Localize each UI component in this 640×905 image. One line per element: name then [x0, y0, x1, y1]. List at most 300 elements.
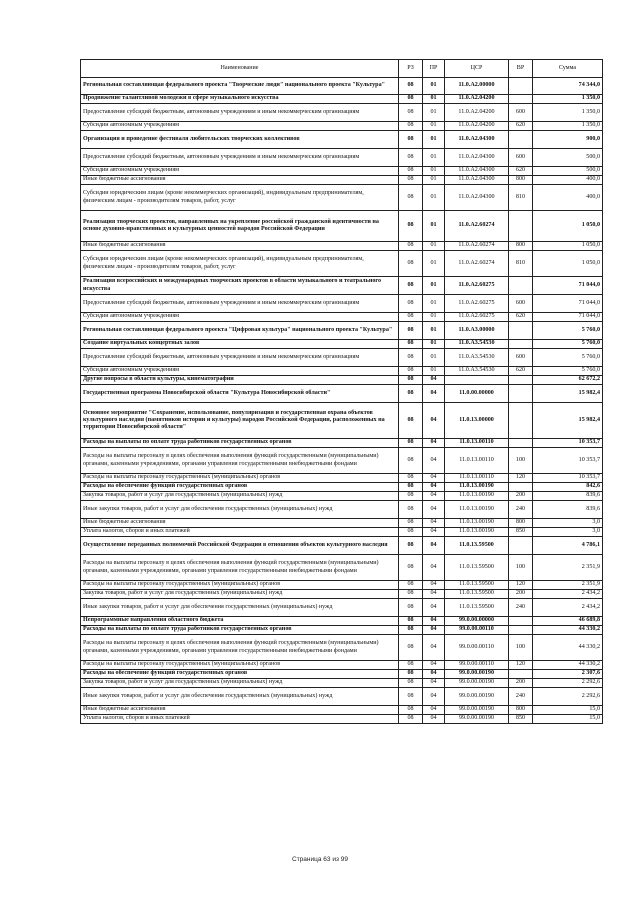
table-row — [81, 492, 603, 501]
cell-sum: 15 982,4 — [533, 403, 603, 439]
cell-pr: 01 — [423, 242, 445, 251]
cell-pr: 04 — [423, 439, 445, 448]
cell-csr: 11.0.13.59500 — [445, 555, 509, 581]
cell-csr: 11.0.A2.00000 — [445, 78, 509, 95]
cell-name: Субсидии юридическим лицам (кроме некоммерческих организаций), индивидуальным предпринимателям, физическим лицам - производителям товаров, работ, услуг — [81, 251, 399, 277]
cell-csr: 11.0.13.00110 — [445, 474, 509, 483]
table-row — [81, 349, 603, 367]
cell-csr: 11.0.A2.60275 — [445, 313, 509, 322]
cell-vr: 850 — [509, 528, 533, 537]
cell-csr — [445, 376, 509, 385]
cell-csr: 11.0.A2.04300 — [445, 131, 509, 149]
table-row — [81, 367, 603, 376]
cell-rz: 08 — [399, 349, 423, 367]
cell-pr: 04 — [423, 474, 445, 483]
cell-rz: 08 — [399, 679, 423, 688]
cell-name: Расходы на выплаты по оплате труда работников государственных органов — [81, 626, 399, 635]
table-row — [81, 590, 603, 599]
cell-csr: 99.0.00.00190 — [445, 679, 509, 688]
cell-sum: 2 292,6 — [533, 679, 603, 688]
cell-sum: 1 350,0 — [533, 104, 603, 122]
table-row — [81, 176, 603, 185]
cell-sum: 3,0 — [533, 519, 603, 528]
cell-sum: 10 353,7 — [533, 439, 603, 448]
table-row — [81, 519, 603, 528]
cell-pr: 01 — [423, 78, 445, 95]
cell-vr: 200 — [509, 492, 533, 501]
budget-table-sheet — [80, 59, 602, 724]
cell-rz: 08 — [399, 528, 423, 537]
cell-csr: 99.0.00.00190 — [445, 670, 509, 679]
table-row — [81, 617, 603, 626]
cell-rz: 08 — [399, 149, 423, 167]
cell-vr: 100 — [509, 555, 533, 581]
cell-csr: 11.0.13.00000 — [445, 403, 509, 439]
cell-pr: 04 — [423, 376, 445, 385]
cell-csr: 11.0.A2.60275 — [445, 277, 509, 295]
cell-pr: 04 — [423, 537, 445, 555]
cell-vr: 120 — [509, 581, 533, 590]
cell-sum: 500,0 — [533, 149, 603, 167]
cell-vr: 800 — [509, 242, 533, 251]
cell-vr — [509, 483, 533, 492]
cell-name: Иные закупки товаров, работ и услуг для обеспечения государственных (муниципальных) нужд — [81, 688, 399, 706]
cell-rz: 08 — [399, 661, 423, 670]
cell-vr: 240 — [509, 501, 533, 519]
cell-rz: 08 — [399, 501, 423, 519]
table-row — [81, 528, 603, 537]
cell-name: Иные закупки товаров, работ и услуг для обеспечения государственных (муниципальных) нужд — [81, 501, 399, 519]
header-csr: ЦСР — [445, 60, 509, 78]
cell-vr: 620 — [509, 167, 533, 176]
cell-name: Субсидии автономным учреждениям — [81, 313, 399, 322]
cell-vr: 810 — [509, 251, 533, 277]
cell-pr: 01 — [423, 149, 445, 167]
cell-sum: 839,6 — [533, 501, 603, 519]
cell-sum: 5 760,0 — [533, 322, 603, 340]
cell-vr — [509, 537, 533, 555]
cell-csr: 11.0.A3.00000 — [445, 322, 509, 340]
cell-csr: 11.0.A2.60274 — [445, 251, 509, 277]
cell-name: Непрограммные направления областного бюджета — [81, 617, 399, 626]
cell-rz: 08 — [399, 242, 423, 251]
cell-sum: 74 344,0 — [533, 78, 603, 95]
cell-name: Расходы на выплаты персоналу в целях обеспечения выполнения функций государственными (муниципальными) органами, казенными учреждениями, органами управления государственными внебюджетными фондами — [81, 555, 399, 581]
cell-csr: 11.0.A2.04300 — [445, 176, 509, 185]
cell-sum: 1 050,0 — [533, 211, 603, 242]
cell-sum: 900,0 — [533, 131, 603, 149]
cell-vr: 200 — [509, 679, 533, 688]
cell-pr: 01 — [423, 176, 445, 185]
cell-name: Иные бюджетные ассигнования — [81, 242, 399, 251]
table-row — [81, 555, 603, 581]
cell-vr: 600 — [509, 149, 533, 167]
table-row — [81, 242, 603, 251]
cell-name: Иные бюджетные ассигнования — [81, 176, 399, 185]
table-row — [81, 167, 603, 176]
table-header-row — [81, 60, 603, 78]
cell-sum: 44 330,2 — [533, 635, 603, 661]
cell-csr: 11.0.A2.60275 — [445, 295, 509, 313]
cell-pr: 04 — [423, 626, 445, 635]
cell-csr: 99.0.00.00110 — [445, 635, 509, 661]
page-number: Страница 63 из 99 — [292, 856, 348, 863]
cell-name: Закупка товаров, работ и услуг для государственных (муниципальных) нужд — [81, 679, 399, 688]
table-row — [81, 483, 603, 492]
cell-name: Субсидии юридическим лицам (кроме некоммерческих организаций), индивидуальным предпринимателям, физическим лицам - производителям товаров, работ, услуг — [81, 185, 399, 211]
cell-rz: 08 — [399, 176, 423, 185]
cell-csr: 11.0.13.00190 — [445, 483, 509, 492]
cell-sum: 10 353,7 — [533, 448, 603, 474]
cell-pr: 01 — [423, 313, 445, 322]
cell-rz: 08 — [399, 626, 423, 635]
cell-pr: 04 — [423, 688, 445, 706]
table-row — [81, 211, 603, 242]
cell-vr — [509, 403, 533, 439]
cell-pr: 01 — [423, 167, 445, 176]
cell-name: Субсидии автономным учреждениям — [81, 167, 399, 176]
cell-vr: 620 — [509, 367, 533, 376]
table-row — [81, 313, 603, 322]
cell-csr: 11.0.13.00110 — [445, 439, 509, 448]
table-row — [81, 635, 603, 661]
cell-name: Предоставление субсидий бюджетным, автономным учреждениям и иным некоммерческим организациям — [81, 349, 399, 367]
cell-rz: 08 — [399, 340, 423, 349]
cell-sum: 5 760,0 — [533, 367, 603, 376]
cell-sum: 400,0 — [533, 185, 603, 211]
table-row — [81, 474, 603, 483]
cell-pr: 04 — [423, 617, 445, 626]
cell-vr — [509, 376, 533, 385]
cell-vr: 850 — [509, 715, 533, 724]
cell-rz: 08 — [399, 385, 423, 403]
cell-pr: 04 — [423, 581, 445, 590]
cell-rz: 08 — [399, 211, 423, 242]
cell-sum: 4 786,1 — [533, 537, 603, 555]
cell-csr: 11.0.A2.04300 — [445, 149, 509, 167]
cell-name: Государственная программа Новосибирской области "Культура Новосибирской области" — [81, 385, 399, 403]
cell-vr — [509, 385, 533, 403]
table-row — [81, 581, 603, 590]
cell-sum: 5 760,0 — [533, 340, 603, 349]
cell-csr: 99.0.00.00110 — [445, 626, 509, 635]
table-row — [81, 599, 603, 617]
table-row — [81, 688, 603, 706]
cell-sum: 2 434,2 — [533, 599, 603, 617]
cell-vr — [509, 131, 533, 149]
table-row — [81, 95, 603, 104]
cell-sum: 46 689,8 — [533, 617, 603, 626]
cell-rz: 08 — [399, 295, 423, 313]
cell-pr: 04 — [423, 492, 445, 501]
cell-name: Иные бюджетные ассигнования — [81, 706, 399, 715]
cell-name: Закупка товаров, работ и услуг для государственных (муниципальных) нужд — [81, 590, 399, 599]
cell-sum: 1 050,0 — [533, 242, 603, 251]
cell-csr: 99.0.00.00190 — [445, 688, 509, 706]
cell-sum: 1 350,0 — [533, 122, 603, 131]
cell-vr: 240 — [509, 688, 533, 706]
cell-name: Расходы на выплаты персоналу государственных (муниципальных) органов — [81, 661, 399, 670]
cell-vr — [509, 78, 533, 95]
cell-name: Уплата налогов, сборов и иных платежей — [81, 528, 399, 537]
cell-pr: 04 — [423, 706, 445, 715]
cell-rz: 08 — [399, 313, 423, 322]
cell-vr: 620 — [509, 122, 533, 131]
table-row — [81, 376, 603, 385]
cell-rz: 08 — [399, 439, 423, 448]
cell-sum: 842,6 — [533, 483, 603, 492]
cell-rz: 08 — [399, 688, 423, 706]
cell-pr: 04 — [423, 661, 445, 670]
cell-rz: 08 — [399, 95, 423, 104]
cell-sum: 44 330,2 — [533, 661, 603, 670]
cell-rz: 08 — [399, 167, 423, 176]
cell-vr — [509, 617, 533, 626]
cell-pr: 01 — [423, 251, 445, 277]
cell-sum: 1 050,0 — [533, 251, 603, 277]
cell-csr: 11.0.A2.60274 — [445, 211, 509, 242]
cell-name: Организация и проведение фестиваля любительских творческих коллективов — [81, 131, 399, 149]
cell-rz: 08 — [399, 78, 423, 95]
cell-rz: 08 — [399, 403, 423, 439]
cell-pr: 04 — [423, 599, 445, 617]
table-body — [81, 78, 603, 724]
table-row — [81, 679, 603, 688]
cell-pr: 01 — [423, 367, 445, 376]
table-row — [81, 122, 603, 131]
cell-name: Расходы на выплаты персоналу в целях обеспечения выполнения функций государственными (муниципальными) органами, казенными учреждениями, органами управления государственными внебюджетными фондами — [81, 448, 399, 474]
cell-name: Предоставление субсидий бюджетным, автономным учреждениям и иным некоммерческим организациям — [81, 149, 399, 167]
cell-vr — [509, 626, 533, 635]
table-row — [81, 715, 603, 724]
cell-name: Иные бюджетные ассигнования — [81, 519, 399, 528]
cell-name: Другие вопросы в области культуры, кинематографии — [81, 376, 399, 385]
cell-rz: 08 — [399, 599, 423, 617]
cell-sum: 3,0 — [533, 528, 603, 537]
cell-vr: 800 — [509, 519, 533, 528]
cell-vr — [509, 439, 533, 448]
table-row — [81, 537, 603, 555]
cell-pr: 01 — [423, 322, 445, 340]
cell-csr: 11.0.13.00190 — [445, 519, 509, 528]
cell-pr: 04 — [423, 385, 445, 403]
cell-name: Субсидии автономным учреждениям — [81, 122, 399, 131]
cell-sum: 2 307,6 — [533, 670, 603, 679]
cell-rz: 08 — [399, 670, 423, 679]
cell-pr: 01 — [423, 295, 445, 313]
cell-sum: 62 672,2 — [533, 376, 603, 385]
table-row — [81, 322, 603, 340]
cell-rz: 08 — [399, 251, 423, 277]
cell-pr: 01 — [423, 104, 445, 122]
cell-sum: 10 353,7 — [533, 474, 603, 483]
cell-sum: 500,0 — [533, 167, 603, 176]
cell-pr: 01 — [423, 277, 445, 295]
cell-name: Уплата налогов, сборов и иных платежей — [81, 715, 399, 724]
cell-vr: 810 — [509, 185, 533, 211]
cell-vr: 800 — [509, 176, 533, 185]
cell-name: Расходы на выплаты персоналу государственных (муниципальных) органов — [81, 474, 399, 483]
cell-rz: 08 — [399, 706, 423, 715]
cell-name: Реализация всероссийских и международных творческих проектов в области музыкального и театрального искусства — [81, 277, 399, 295]
cell-csr: 11.0.A2.60274 — [445, 242, 509, 251]
cell-sum: 15,0 — [533, 706, 603, 715]
cell-rz: 08 — [399, 131, 423, 149]
table-row — [81, 295, 603, 313]
cell-vr: 200 — [509, 590, 533, 599]
table-row — [81, 439, 603, 448]
header-sum: Сумма — [533, 60, 603, 78]
cell-name: Предоставление субсидий бюджетным, автономным учреждениям и иным некоммерческим организациям — [81, 104, 399, 122]
cell-rz: 08 — [399, 492, 423, 501]
cell-pr: 01 — [423, 131, 445, 149]
cell-rz: 08 — [399, 122, 423, 131]
cell-rz: 08 — [399, 483, 423, 492]
table-row — [81, 131, 603, 149]
cell-csr: 11.0.00.00000 — [445, 385, 509, 403]
cell-sum: 71 044,0 — [533, 313, 603, 322]
table-row — [81, 78, 603, 95]
budget-table — [80, 59, 603, 724]
cell-sum: 5 760,0 — [533, 349, 603, 367]
cell-csr: 11.0.13.00190 — [445, 528, 509, 537]
cell-vr: 120 — [509, 661, 533, 670]
cell-rz: 08 — [399, 715, 423, 724]
cell-rz: 08 — [399, 537, 423, 555]
cell-pr: 04 — [423, 555, 445, 581]
cell-vr — [509, 670, 533, 679]
cell-name: Расходы на выплаты персоналу государственных (муниципальных) органов — [81, 581, 399, 590]
cell-pr: 01 — [423, 95, 445, 104]
cell-csr: 11.0.A2.04300 — [445, 167, 509, 176]
cell-sum: 15 982,4 — [533, 385, 603, 403]
cell-pr: 01 — [423, 349, 445, 367]
cell-csr: 99.0.00.00110 — [445, 661, 509, 670]
cell-pr: 04 — [423, 519, 445, 528]
cell-name: Расходы на выплаты по оплате труда работников государственных органов — [81, 439, 399, 448]
cell-name: Осуществление переданных полномочий Российской Федерации в отношении объектов культурного наследия — [81, 537, 399, 555]
header-pr: ПР — [423, 60, 445, 78]
cell-vr: 600 — [509, 295, 533, 313]
cell-csr: 11.0.A2.04200 — [445, 95, 509, 104]
cell-csr: 99.0.00.00000 — [445, 617, 509, 626]
table-row — [81, 626, 603, 635]
cell-pr: 04 — [423, 403, 445, 439]
cell-vr: 600 — [509, 349, 533, 367]
table-row — [81, 706, 603, 715]
table-row — [81, 149, 603, 167]
cell-csr: 11.0.13.59500 — [445, 581, 509, 590]
cell-rz: 08 — [399, 104, 423, 122]
cell-name: Закупка товаров, работ и услуг для государственных (муниципальных) нужд — [81, 492, 399, 501]
table-row — [81, 277, 603, 295]
cell-rz: 08 — [399, 448, 423, 474]
cell-pr: 01 — [423, 211, 445, 242]
cell-csr: 99.0.00.00190 — [445, 715, 509, 724]
cell-vr: 600 — [509, 104, 533, 122]
cell-csr: 11.0.A2.04200 — [445, 104, 509, 122]
cell-vr: 100 — [509, 635, 533, 661]
cell-name: Создание виртуальных концертных залов — [81, 340, 399, 349]
cell-sum: 15,0 — [533, 715, 603, 724]
cell-rz: 08 — [399, 590, 423, 599]
header-rz: РЗ — [399, 60, 423, 78]
cell-csr: 99.0.00.00190 — [445, 706, 509, 715]
cell-csr: 11.0.A3.54530 — [445, 349, 509, 367]
cell-vr — [509, 340, 533, 349]
cell-name: Региональная составляющая федерального проекта "Цифровая культура" национального проекта "Культура" — [81, 322, 399, 340]
cell-rz: 08 — [399, 635, 423, 661]
cell-pr: 01 — [423, 122, 445, 131]
cell-csr: 11.0.13.59500 — [445, 537, 509, 555]
cell-name: Расходы на обеспечение функций государственных органов — [81, 483, 399, 492]
cell-rz: 08 — [399, 185, 423, 211]
cell-csr: 11.0.A3.54530 — [445, 340, 509, 349]
cell-rz: 08 — [399, 367, 423, 376]
cell-sum: 839,6 — [533, 492, 603, 501]
cell-name: Продвижение талантливой молодежи в сфере музыкального искусства — [81, 95, 399, 104]
cell-name: Региональная составляющая федерального проекта "Творческие люди" национального проекта "Культура" — [81, 78, 399, 95]
cell-csr: 11.0.13.59500 — [445, 599, 509, 617]
cell-sum: 71 044,0 — [533, 295, 603, 313]
table-row — [81, 104, 603, 122]
cell-name: Расходы на выплаты персоналу в целях обеспечения выполнения функций государственными (муниципальными) органами, казенными учреждениями, органами управления государственными внебюджетными фондами — [81, 635, 399, 661]
cell-csr: 11.0.13.00190 — [445, 501, 509, 519]
cell-pr: 04 — [423, 635, 445, 661]
cell-pr: 04 — [423, 448, 445, 474]
cell-csr: 11.0.13.00190 — [445, 492, 509, 501]
cell-name: Реализация творческих проектов, направленных на укрепление российской гражданской идентичности на основе духовно-нравственных и культурных ценностей народов Российской Федерации — [81, 211, 399, 242]
cell-vr: 240 — [509, 599, 533, 617]
cell-vr: 620 — [509, 313, 533, 322]
header-name: Наименование — [81, 60, 399, 78]
cell-rz: 08 — [399, 376, 423, 385]
cell-rz: 08 — [399, 322, 423, 340]
table-row — [81, 501, 603, 519]
cell-pr: 04 — [423, 483, 445, 492]
cell-csr: 11.0.A3.54530 — [445, 367, 509, 376]
cell-rz: 08 — [399, 617, 423, 626]
cell-rz: 08 — [399, 277, 423, 295]
cell-sum: 400,0 — [533, 176, 603, 185]
cell-pr: 04 — [423, 670, 445, 679]
cell-csr: 11.0.A2.04200 — [445, 122, 509, 131]
table-row — [81, 448, 603, 474]
cell-rz: 08 — [399, 555, 423, 581]
cell-sum: 2 434,2 — [533, 590, 603, 599]
table-row — [81, 385, 603, 403]
cell-sum: 71 044,0 — [533, 277, 603, 295]
cell-name: Расходы на обеспечение функций государственных органов — [81, 670, 399, 679]
cell-pr: 04 — [423, 590, 445, 599]
table-row — [81, 340, 603, 349]
cell-vr — [509, 277, 533, 295]
cell-sum: 44 330,2 — [533, 626, 603, 635]
table-row — [81, 403, 603, 439]
cell-rz: 08 — [399, 581, 423, 590]
cell-pr: 01 — [423, 340, 445, 349]
cell-name: Иные закупки товаров, работ и услуг для обеспечения государственных (муниципальных) нужд — [81, 599, 399, 617]
cell-vr — [509, 211, 533, 242]
table-row — [81, 185, 603, 211]
cell-sum: 1 350,0 — [533, 95, 603, 104]
cell-pr: 04 — [423, 528, 445, 537]
header-vr: ВР — [509, 60, 533, 78]
cell-rz: 08 — [399, 519, 423, 528]
cell-sum: 2 292,6 — [533, 688, 603, 706]
cell-name: Основное мероприятие "Сохранение, использование, популяризация и государственная охрана объектов культурного наследия (памятников истории и культуры) народов Российской Федерации, расположенных на территории Новосибирской области" — [81, 403, 399, 439]
cell-name: Предоставление субсидий бюджетным, автономным учреждениям и иным некоммерческим организациям — [81, 295, 399, 313]
